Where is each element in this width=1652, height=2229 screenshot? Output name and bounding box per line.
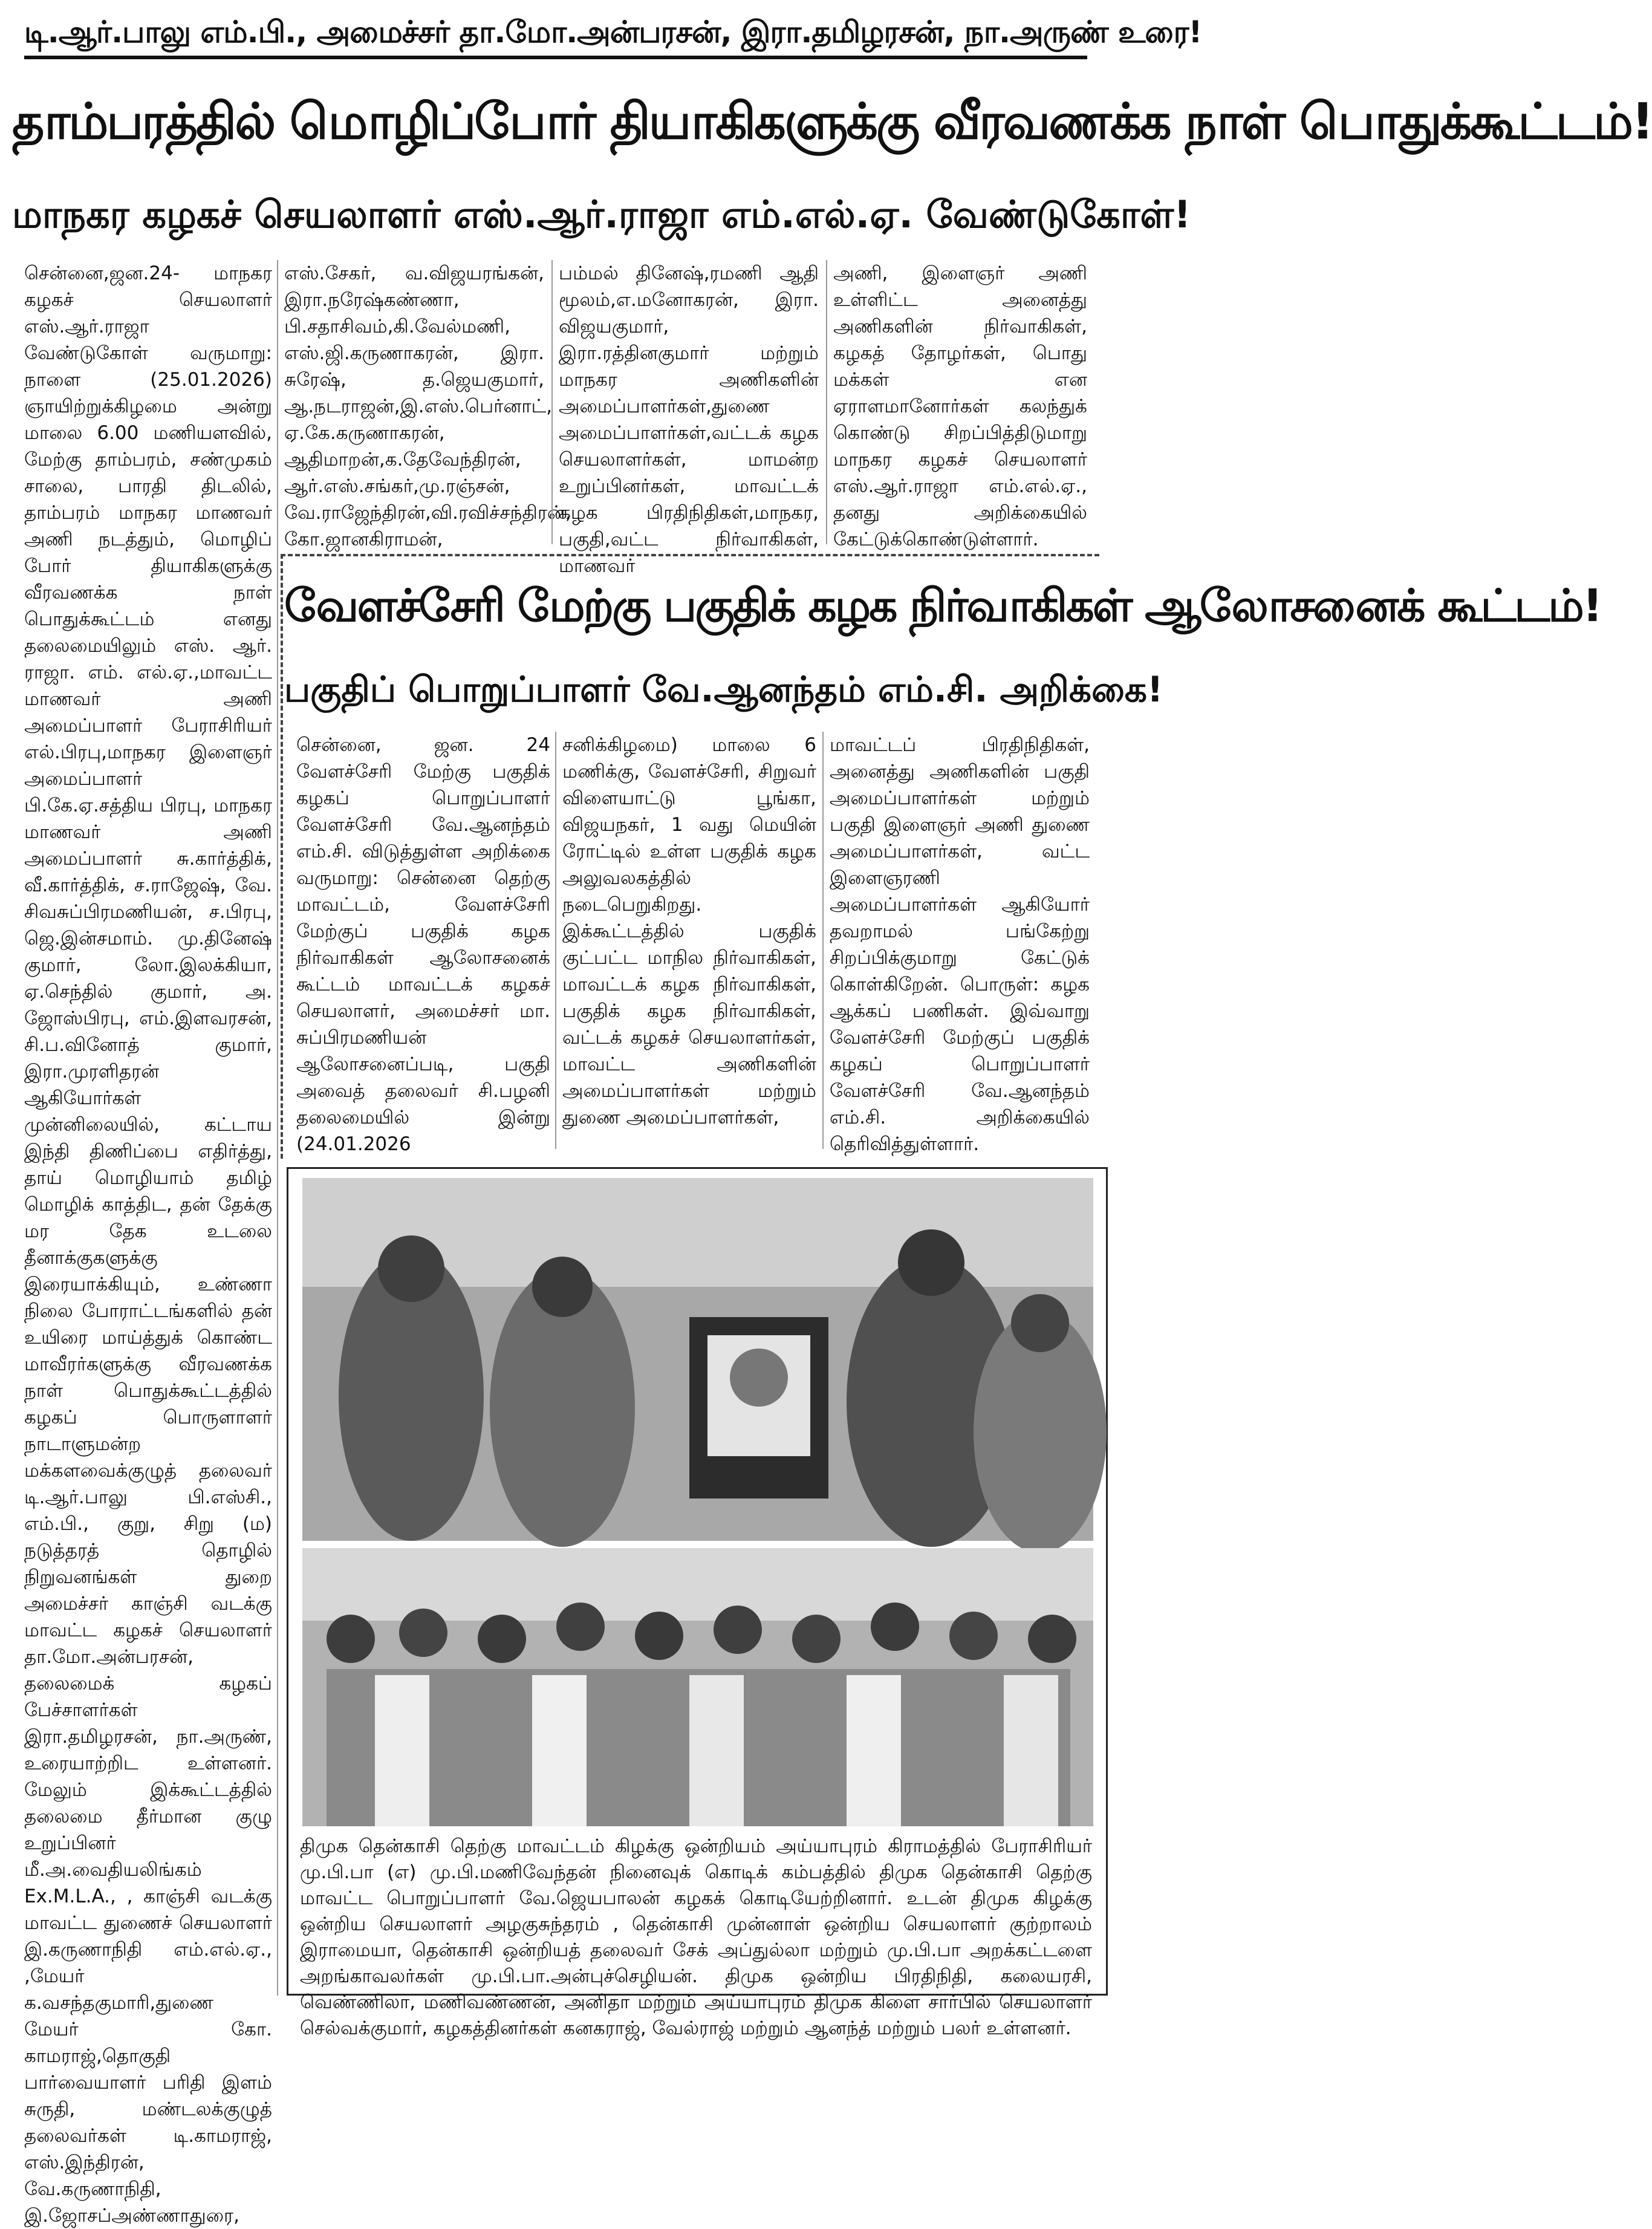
column-divider — [826, 260, 827, 544]
main-subhead: மாநகர கழகச் செயலாளர் எஸ்.ஆர்.ராஜா எம்.எல்.ஏ. வேண்டுகோள்! — [12, 192, 1191, 236]
article2-column-1-text: சென்னை, ஜன. 24 வேளச்சேரி மேற்கு பகுதிக் கழகப் பொறுப்பாளர் வேளச்சேரி வே.ஆனந்தம் எம்.சி. விடுத்துள்ள அறிக்கை வருமாறு: சென்னை தெற்கு மாவட்டம், வேளச்சேரி மேற்குப் பகுதிக் கழக நிர்வாகிகள் ஆலோசனைக் கூட்டம் மாவட்டக் கழகச் செயலாளர், அமைச்சர் மா. சுப்பிரமணியன் ஆலோசனைப்படி, பகுதி அவைத் தலைவர் சி.பழனி தலைமையில் இன்று (24.01.2026 — [296, 734, 550, 1155]
article1-column-1 — [24, 260, 272, 2227]
article2-headline: வேளச்சேரி மேற்கு பகுதிக் கழக நிர்வாகிகள் ஆலோசனைக் கூட்டம்! — [284, 580, 1601, 632]
top-rule — [24, 56, 1087, 59]
article2-subhead: பகுதிப் பொறுப்பாளர் வே.ஆனந்தம் எம்.சி. அறிக்கை! — [284, 669, 1163, 710]
article1-column-1-text: சென்னை,ஜன.24- மாநகர கழகச் செயலாளர் எஸ்.ஆர்.ராஜா வேண்டுகோள் வருமாறு: நாளை (25.01.2026) ஞாயிற்றுக்கிழமை அன்று மாலை 6.00 மணியளவில், மேற்கு தாம்பரம், சண்முகம் சாலை, பாரதி திடலில், தாம்பரம் மாநகர மாணவர் அணி நடத்தும், மொழிப் போர் தியாகிகளுக்கு வீரவணக்க நாள் பொதுக்கூட்டம் எனது தலைமையிலும் எஸ். ஆர். ராஜா. எம். எல்.ஏ.,மாவட்ட மாணவர் அணி அமைப்பாளர் பேராசிரியர் எல்.பிரபு,மாநகர இளைஞர் அமைப்பாளர் பி.கே.ஏ.சத்திய பிரபு, மாநகர மாணவர் அணி அமைப்பாளர் சு.கார்த்திக், வீ.கார்த்திக், ச.ராஜேஷ், வே. சிவசுப்பிரமணியன், ச.பிரபு, ஜெ.இன்சமாம். மு.தினேஷ் குமார், லோ.இலக்கியா, ஏ.செந்தில் குமார், அ. ஜோஸ்பிரபு, எம்.இளவரசன், சி.ப.வினோத் குமார், இரா.முரளிதரன் ஆகியோர்கள் முன்னிலையில், கட்டாய இந்தி திணிப்பை எதிர்த்து, தாய் மொழியாம் தமிழ் மொழிக் காத்திட, தன் தேக்கு மர தேக உடலை தீனாக்குகளுக்கு இரையாக்கியும், உண்ணா நிலை போராட்டங்களில் தன் உயிரை மாய்த்துக் கொண்ட மாவீரர்களுக்கு வீரவணக்க நாள் பொதுக்கூட்டத்தில் கழகப் பொருளாளர் நாடாளுமன்ற மக்களவைக்குழுத் தலைவர் டி.ஆர்.பாலு பி.எஸ்சி., எம்.பி., குறு, சிறு (ம) நடுத்தரத் தொழில் நிறுவனங்கள் துறை அமைச்சர் காஞ்சி வடக்கு மாவட்ட கழகச் செயலாளர் தா.மோ.அன்பரசன், தலைமைக் கழகப் பேச்சாளர்கள் இரா.தமிழரசன், நா.அருண், உரையாற்றிட உள்ளனர். மேலும் இக்கூட்டத்தில் தலைமை தீர்மான குழு உறுப்பினர் மீ.அ.வைதியலிங்கம் Ex.M.L.A., , காஞ்சி வடக்கு மாவட்ட துணைச் செயலாளர் இ.கருணாநிதி எம்.எல்.ஏ., ,மேயர் க.வசந்தகுமாரி,துணை மேயர் கோ. காமராஜ்,தொகுதி பார்வையாளர் பரிதி இளம் சுருதி, மண்டலக்குழுத் தலைவர்கள் டி.காமராஜ், எஸ்.இந்திரன், வே.கருணாநிதி, இ.ஜோசப்அண்ணாதுரை, — [24, 262, 272, 2227]
photo-caption: திமுக தென்காசி தெற்கு மாவட்டம் கிழக்கு ஒன்றியம் அய்யாபுரம் கிராமத்தில் பேராசிரியர் மு.பி.பா (எ) மு.பி.மணிவேந்தன் நினைவுக் கொடிக் கம்பத்தில் திமுக தென்காசி தெற்கு மாவட்ட பொறுப்பாளர் வே.ஜெயபாலன் கழகக் கொடியேற்றினார். உடன் திமுக கிழக்கு ஒன்றிய செயலாளர் அழகுசுந்தரம் , தென்காசி முன்னாள் ஒன்றிய செயலாளர் குற்றாலம் இராமையா, தென்காசி ஒன்றியத் தலைவர் சேக் அப்துல்லா மற்றும் மு.பி.பா அறக்கட்டளை அறங்காவலர்கள் மு.பி.பா.அன்புச்செழியன். திமுக ஒன்றிய பிரதிநிதி, கலையரசி, வெண்ணிலா, மணிவண்ணன், அனிதா மற்றும் அய்யாபுரம் திமுக கிளை சார்பில் செயலாளர் செல்வக்குமார், கழகத்தினர்கள் கனகராஜ், வேல்ராஜ் மற்றும் ஆனந்த் மற்றும் பலர் உள்ளனர். — [300, 1835, 1092, 2039]
article2-column-1 — [296, 732, 550, 1155]
article2-column-3-text: மாவட்டப் பிரதிநிதிகள், அனைத்து அணிகளின் பகுதி அமைப்பாளர்கள் மற்றும் பகுதி இளைஞர் அணி துணை அமைப்பாளர்கள், வட்ட இளைஞரணி அமைப்பாளர்கள் ஆகியோர் தவறாமல் பங்கேற்று சிறப்பிக்குமாறு கேட்டுக் கொள்கிறேன். பொருள்: கழக ஆக்கப் பணிகள். இவ்வாறு வேளச்சேரி மேற்குப் பகுதிக் கழகப் பொறுப்பாளர் வேளச்சேரி வே.ஆனந்தம் எம்.சி. அறிக்கையில் தெரிவித்துள்ளார். — [830, 734, 1090, 1155]
article2-column-2 — [562, 732, 816, 1149]
photo-illustration — [302, 1548, 1093, 1826]
article1-column-4 — [833, 260, 1087, 550]
column-divider — [822, 732, 824, 1149]
article2-border-left — [281, 554, 283, 1159]
article1-column-2-text: எஸ்.சேகர், வ.விஜயரங்கன், இரா.நரேஷ்கண்ணா, பி.சதாசிவம்,கி.வேல்மணி, எஸ்.ஜி.கருணாகரன், இரா. சுரேஷ், த.ஜெயகுமார், ஆ.நடராஜன்,இ.எஸ்.பெர்னாட், ஏ.கே.கருணாகரன், ஆதிமாறன்,க.தேவேந்திரன், ஆர்.எஸ்.சங்கர்,மு.ரஞ்சன், வே.ராஜேந்திரன்,வி.ரவிச்சந்திரன், கோ.ஜானகிராமன், — [284, 262, 571, 550]
article1-column-2 — [284, 260, 571, 550]
article2-border-top — [281, 554, 1099, 556]
column-divider — [551, 260, 553, 544]
photo-illustration — [302, 1178, 1093, 1541]
article2-column-3 — [830, 732, 1090, 1155]
article1-column-3-text: பம்மல் தினேஷ்,ரமணி ஆதி மூலம்,எ.மனோகரன், இரா. விஜயகுமார், இரா.ரத்தினகுமார் மற்றும் மாநகர அணிகளின் அமைப்பாளர்கள்,துணை அமைப்பாளர்கள்,வட்டக் கழக செயலாளர்கள், மாமன்ற உறுப்பினர்கள், மாவட்டக் கழக பிரதிநிதிகள்,மாநகர, பகுதி,வட்ட நிர்வாகிகள், மாணவர் — [559, 262, 819, 577]
column-divider — [277, 260, 278, 1996]
article1-column-4-text: அணி, இளைஞர் அணி உள்ளிட்ட அனைத்து அணிகளின் நிர்வாகிகள், கழகத் தோழர்கள், பொது மக்கள் என ஏராளமானோர்கள் கலந்துக் கொண்டு சிறப்பித்திடுமாறு மாநகர கழகச் செயலாளர் எஸ்.ஆர்.ராஜா எம்.எல்.ஏ., தனது அறிக்கையில் கேட்டுக்கொண்டுள்ளார். — [833, 262, 1087, 550]
column-divider — [555, 732, 556, 1149]
article1-column-3 — [559, 260, 819, 577]
ceremony-photo-top — [302, 1178, 1093, 1541]
kicker-line: டி.ஆர்.பாலு எம்.பி., அமைச்சர் தா.மோ.அன்பரசன், இரா.தமிழரசன், நா.அருண் உரை! — [24, 15, 1202, 50]
ceremony-photo-bottom — [302, 1548, 1093, 1826]
article2-column-2-text: சனிக்கிழமை) மாலை 6 மணிக்கு, வேளச்சேரி, சிறுவர் விளையாட்டு பூங்கா, விஜயநகர், 1 வது மெயின் ரோட்டில் உள்ள பகுதிக் கழக அலுவலகத்தில் நடைபெறுகிறது. இக்கூட்டத்தில் பகுதிக் குட்பட்ட மாநில நிர்வாகிகள், மாவட்டக் கழக நிர்வாகிகள், பகுதிக் கழக நிர்வாகிகள், வட்டக் கழகச் செயலாளர்கள், மாவட்ட அணிகளின் அமைப்பாளர்கள் மற்றும் துணை அமைப்பாளர்கள், — [562, 734, 816, 1128]
main-headline: தாம்பரத்தில் மொழிப்போர் தியாகிகளுக்கு வீரவணக்க நாள் பொதுக்கூட்டம்! — [12, 93, 1652, 151]
